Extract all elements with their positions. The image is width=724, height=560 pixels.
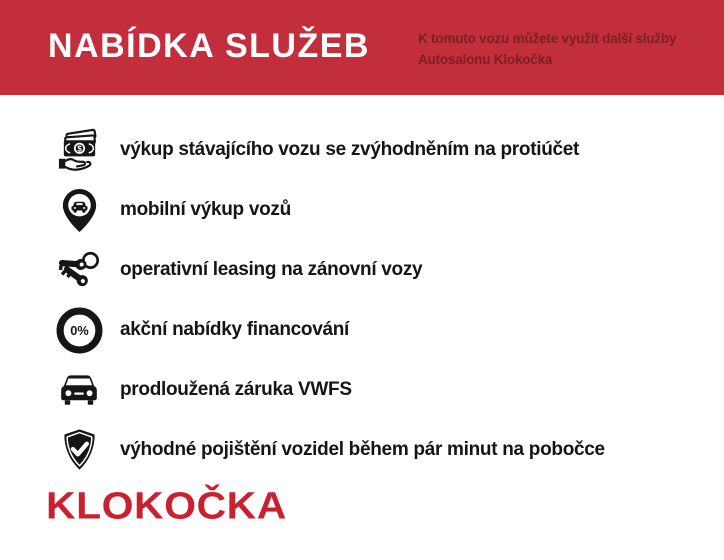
service-label: operativní leasing na zánovní vozy [120,259,423,280]
header-subtitle-line2: Autosalonu Klokočka [418,52,553,67]
car-keys-icon [50,242,108,298]
page-title: NABÍDKA SLUŽEB [48,27,370,65]
svg-text:$: $ [76,143,82,153]
service-row-financing [50,300,714,360]
service-label: mobilní výkup vozů [120,199,291,220]
header-subtitle-line1: K tomuto vozu můžete využít další služby [418,31,677,46]
service-label: výhodné pojištění vozidel během pár minut na pobočce [120,439,605,460]
service-row-leasing [50,240,714,300]
service-label: výkup stávajícího vozu se zvýhodněním na protiúčet [120,139,580,160]
service-label: akční nabídky financování [120,319,350,340]
service-label: prodloužená záruka VWFS [120,379,352,400]
service-row-mobile-buyout [50,180,714,240]
map-pin-car-icon [50,182,108,238]
shield-check-icon [50,422,108,478]
zero-percent-icon [50,302,108,358]
service-row-insurance [50,420,714,480]
service-row-warranty [50,360,714,420]
header-banner [0,0,724,95]
cash-in-hand-icon [50,122,108,178]
header-subtitle [418,28,680,70]
klokocka-logo: KLOKOČKA [46,484,287,527]
zero-percent-text: 0% [69,322,89,338]
service-row-trade-in [50,120,714,180]
car-icon [50,362,108,418]
services-list [50,120,714,480]
